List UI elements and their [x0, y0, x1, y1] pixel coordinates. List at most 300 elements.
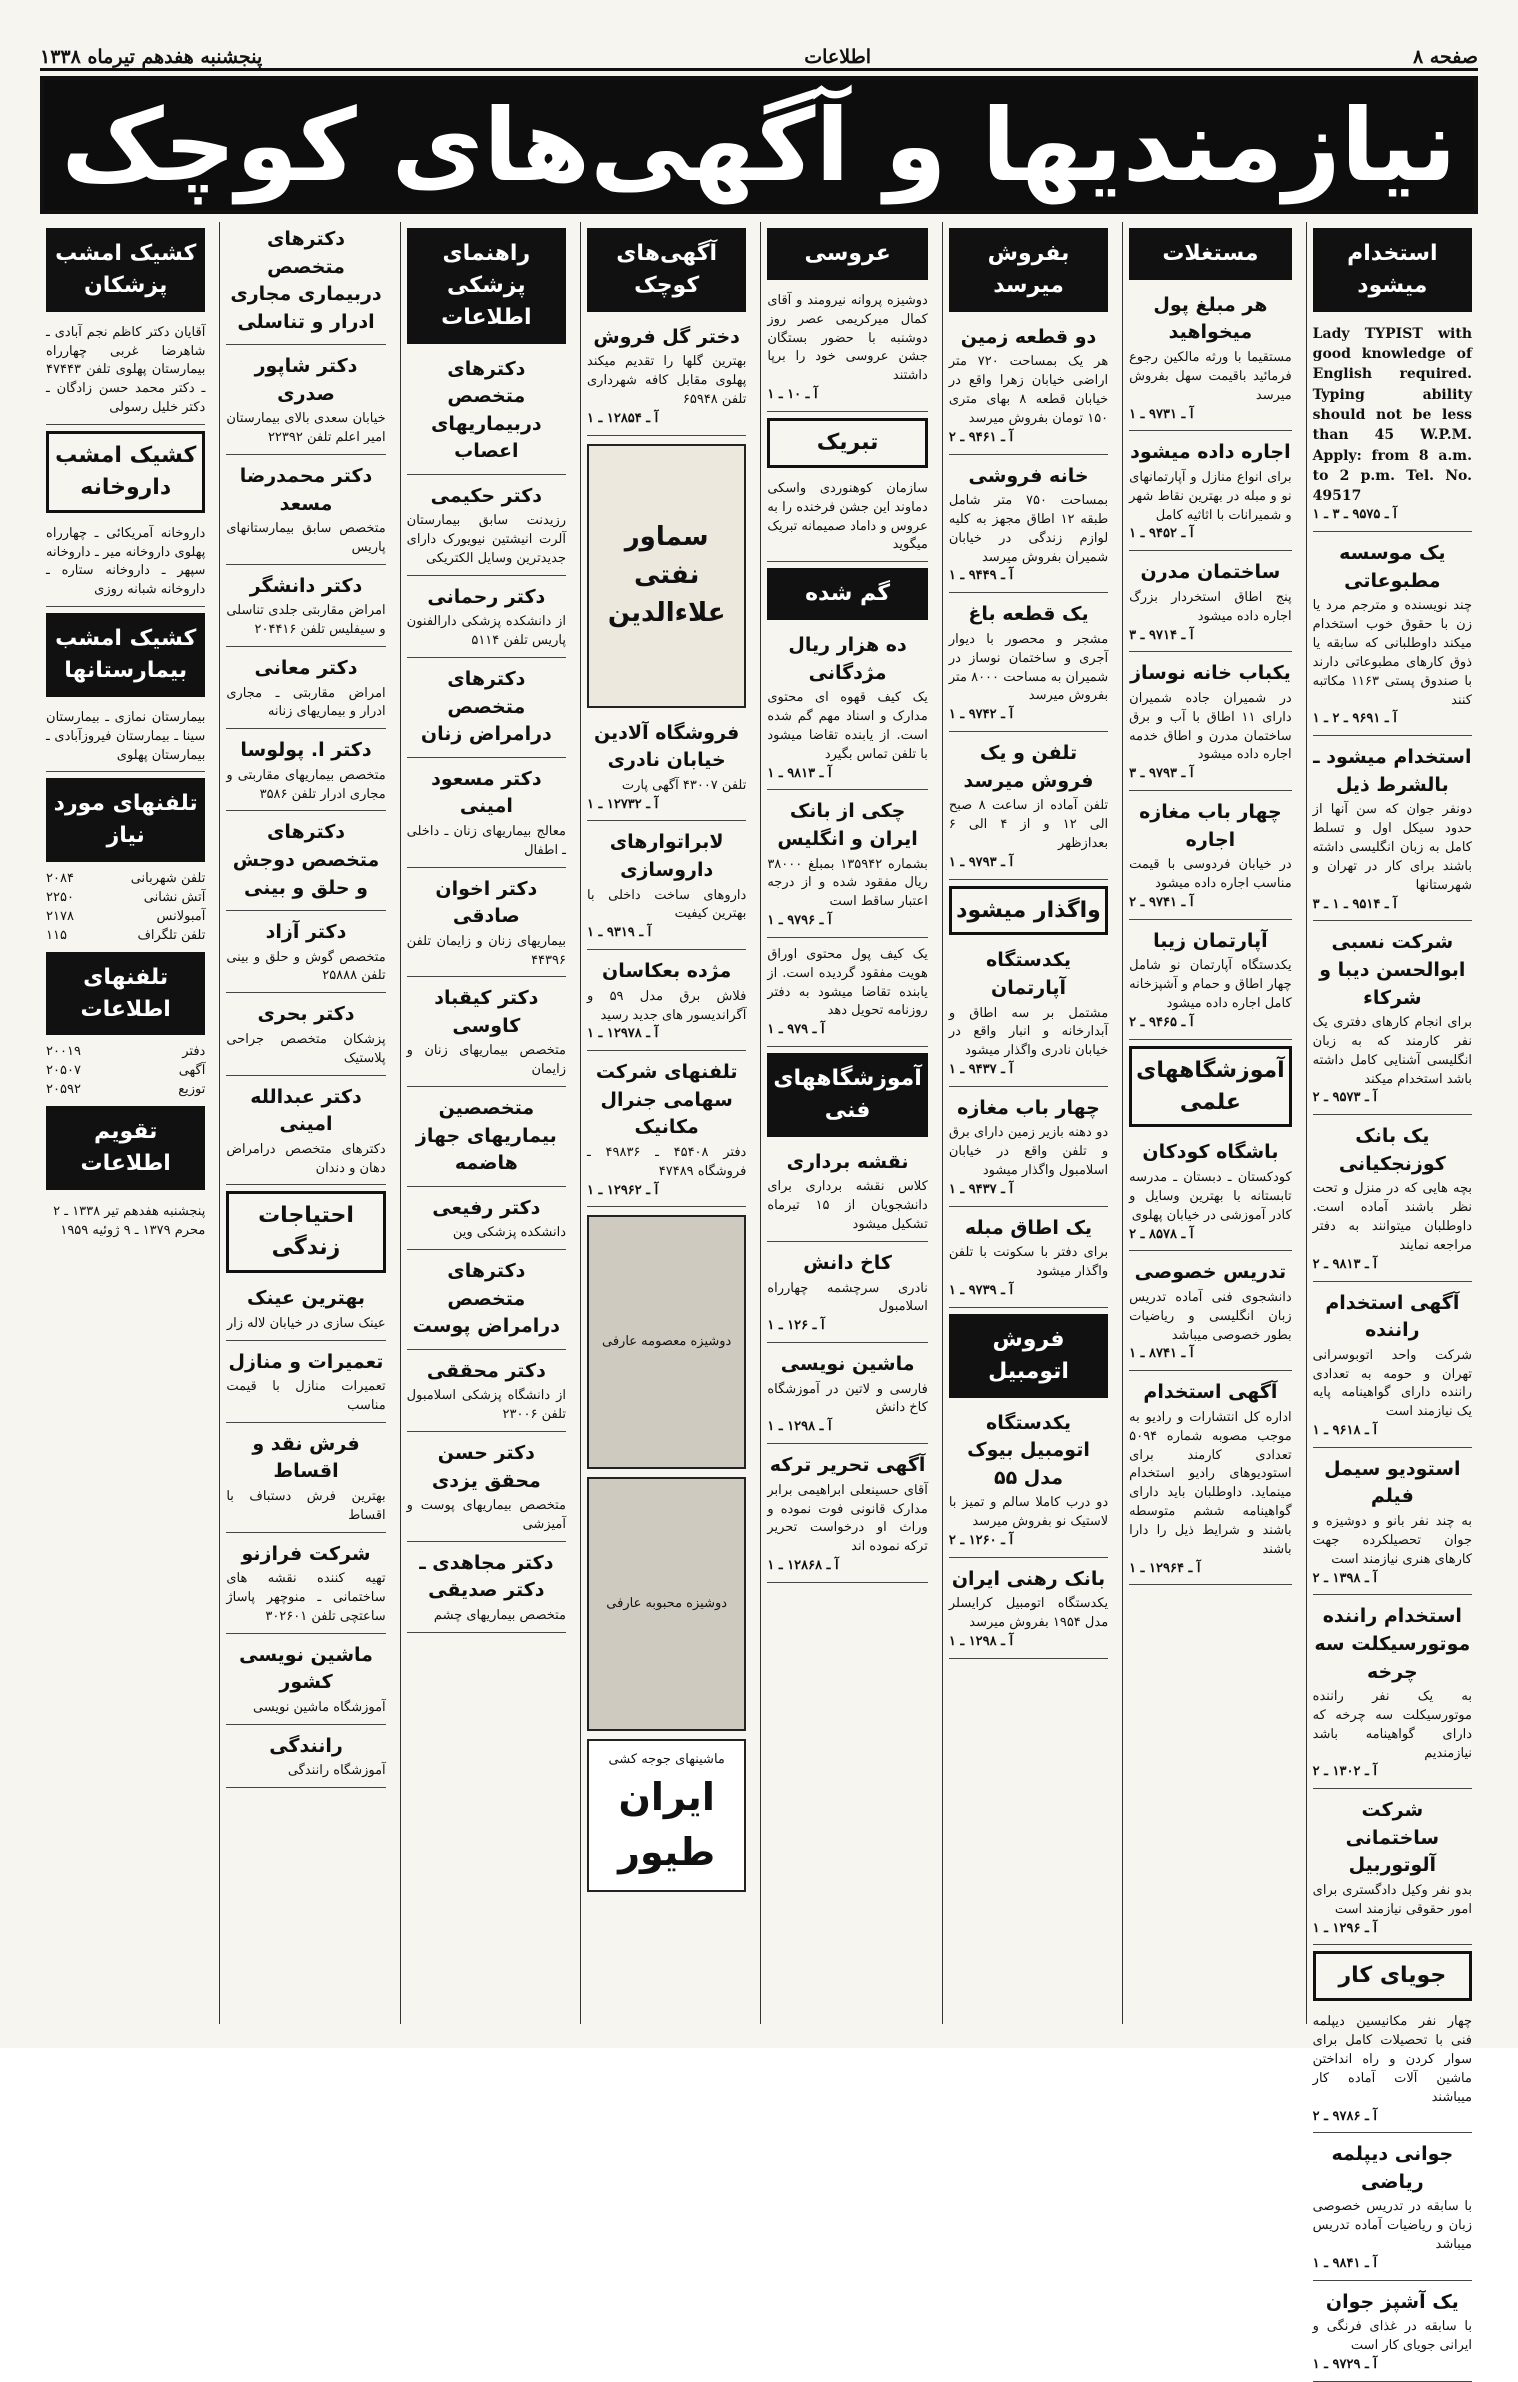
ad-title: ده هزار ریال مژدگانی: [788, 634, 907, 684]
classified-ad: [767, 942, 928, 1047]
ad-title: دکتر مجاهدی ـ دکتر صدیقی: [419, 1551, 554, 1602]
section-heading: عروسی: [767, 228, 928, 280]
columns: [40, 222, 1478, 2373]
ad-text: یک کیف قهوه ای محتوی مدارک و اسناد مهم گم شده است. از یابنده تقاضا میشود با تلفن تماس بگیرد: [767, 690, 928, 762]
ad-text: بچه هایی که در منزل و تحت نظر باشند آماده است. داوطلبان میتوانند به دفتر مراجعه نمایند: [1312, 1181, 1472, 1253]
ad-code: آ ـ ۱۲۶ ـ ۱: [767, 1318, 825, 1334]
classified-ad: [587, 825, 746, 950]
classified-ad: [407, 1354, 566, 1432]
classified-ad: [407, 981, 566, 1087]
ad-text: رزیدنت سابق بیمارستان آلرت انیشتین نیویورک دارای جدیدترین وسایل الکتریکی: [406, 513, 566, 567]
ad-text: اداره کل انتشارات و رادیو به موجب مصوبه شماره ۵۰۹۴ تعدادی کارمند برای استودیوهای رادیو استخدام مینماید. داوطلبان باید دارای گواهینامه ششم متوسطه باشند و شرایط ذیل را دارا باشند: [1129, 1409, 1292, 1557]
ad-text: برای انجام کارهای دفتری یک نفر کارمند که به زبان انگلیسی آشنایی کامل داشته باشد استخدام میکند: [1312, 1015, 1472, 1087]
classified-ad: [407, 352, 566, 475]
ad-text: در خیابان فردوسی با قیمت مناسب اجاره داده میشود: [1129, 857, 1292, 892]
section-heading: بفروش میرسد: [949, 228, 1108, 312]
ad-code: آ ـ ۹۷۹۶ ـ ۱: [767, 913, 832, 929]
classified-ad: [226, 915, 385, 993]
ad-text: معالج بیماریهای زنان ـ داخلی ـ اطفال: [406, 823, 566, 858]
classified-ad: [407, 580, 566, 658]
ad-text: پنج اطاق استخردار بزرگ اجاره داده میشود: [1129, 589, 1292, 624]
classified-ad: [226, 1537, 385, 1634]
ad-title: آپارتمان زیبا: [1153, 929, 1268, 952]
ad-text: مشتمل بر سه اطاق و آبدارخانه و انبار واقع در خیابان نادری واگذار میشود: [948, 1005, 1109, 1059]
ad-text: مستقیما با ورثه مالکین رجوع فرمائید باقیمت سهل بفروش میرسد: [1129, 349, 1292, 403]
ad-text: هر یک بمساحت ۷۲۰ متر اراضی خیابان زهرا واقع در خیابان قطعه ۸ بهای متری ۱۵۰ تومان بفروش میرسد: [948, 354, 1109, 426]
portrait-photo: [587, 1215, 746, 1469]
ad-title: دکترهای متخصص دربیماریهای اعصاب: [431, 357, 542, 463]
ad-text: آقای حسینعلی ابراهیمی برابر مدارک قانونی فوت نموده و وراث او درخواست تحریر ترکه نموده اند: [767, 1482, 928, 1555]
ad-text: امراض مقاربتی ـ مجاری ادرار و بیماریهای زنانه: [226, 685, 386, 720]
ad-code: آ ـ ۹۳۱۹ ـ ۱: [587, 925, 652, 941]
ad-text: سازمان کوهنوردی واسکی دماوند این جشن فرخنده را به عروس و داماد صمیمانه تبریک میگوید: [767, 480, 928, 553]
ad-text: با سابقه در تدریس خصوصی زبان و ریاضیات آماده تدریس میباشد: [1312, 2199, 1472, 2253]
ad-title: دکتر معانی: [254, 656, 358, 679]
classified-ad: [767, 1145, 928, 1242]
calendar-text: پنجشنبه هفدهم تیر ۱۳۳۸ ـ ۲ محرم ۱۳۷۹ ـ ۹ ژوئیه ۱۹۵۹: [53, 1203, 206, 1238]
classified-ad: [949, 1406, 1108, 1558]
ad-text: دکترهای متخصص درامراض دهان و دندان: [226, 1141, 386, 1176]
ad-text: به چند نفر بانو و دوشیزه و جوان تحصیلکرده جهت کارهای هنری نیازمند است: [1312, 1514, 1472, 1567]
classified-ad: [1129, 435, 1292, 551]
phone-label: آتش نشانی: [143, 890, 206, 906]
ad-text: به یک نفر راننده موتورسیکلت سه چرخه که دارای گواهینامه باشد نیازمندیم: [1312, 1689, 1472, 1761]
ad-title: دکتر آزاد: [265, 921, 347, 944]
column: [219, 222, 391, 2024]
phone-label: آمبولانس: [156, 908, 206, 924]
ad-title: استخدام میشود ـ بالشرط ذیل: [1313, 746, 1472, 796]
ad-text: متخصص سابق بیمارستانهای پاریس: [226, 521, 386, 555]
section-heading: تبریک: [767, 418, 928, 468]
ad-title: یک آشپز جوان: [1325, 2290, 1459, 2313]
ad-title: دو قطعه زمین: [960, 325, 1097, 348]
ad-title: آگهی استخدام راننده: [1325, 1291, 1460, 1342]
ad-text: نادری سرچشمه چهارراه اسلامبول: [767, 1280, 928, 1315]
classified-ad: [407, 1191, 566, 1250]
classified-ad: [767, 288, 928, 412]
column: [400, 222, 572, 2024]
classified-ad: [1313, 1119, 1472, 1281]
ad-code: آ ـ ۱۲۹۷۸ ـ ۱: [587, 1026, 659, 1042]
classified-ad: [407, 1091, 566, 1187]
ad-code: آ ـ ۱۲۶۰ ـ ۲: [948, 1533, 1014, 1549]
ad-text: متخصص بیماریهای پوست و آمیزشی: [406, 1498, 566, 1532]
ad-title: رانندگی: [269, 1734, 343, 1757]
ad-text: دفتر ۴۵۴۰۸ ـ ۴۹۸۳۶ ـ فروشگاه ۴۷۴۸۹: [587, 1144, 747, 1179]
ad-title: باشگاه کودکان: [1142, 1141, 1279, 1164]
ad-text: بهترین فرش دستباف با اقساط: [226, 1488, 386, 1523]
section-banner: نیازمندیها و آگهی‌های کوچک: [40, 76, 1478, 214]
classified-ad: [767, 1347, 928, 1444]
ad-title: لابراتوارهای داروسازی: [609, 831, 724, 882]
classified-ad: [1129, 1375, 1292, 1585]
ad-title: دکترهای متخصص دوجش و حلق و بینی: [232, 821, 380, 899]
section-heading: تلفنهای مورد نیاز: [46, 778, 205, 862]
ad-title: چهار باب مغازه: [957, 1096, 1100, 1119]
ad-title: اجاره داده میشود: [1130, 441, 1291, 464]
classified-ad: [226, 1638, 385, 1725]
classified-ad: [587, 954, 746, 1051]
ad-title: کاخ دانش: [803, 1251, 892, 1274]
ad-title: دکتر ا. پولوسا: [240, 739, 372, 762]
ad-title: تعمیرات و منازل: [228, 1350, 384, 1373]
classified-ad: [1313, 1599, 1472, 1789]
samovar-ad-label: سماور نفتی علاءالدین: [607, 522, 726, 628]
phone-row: [46, 908, 205, 927]
column: [580, 222, 752, 2024]
ad-title: دکتر عبدالله امینی: [250, 1085, 362, 1136]
classified-ad: [1313, 740, 1472, 921]
classified-ad: [407, 479, 566, 576]
photo-caption: دوشیزه معصومه عارفی: [602, 1333, 732, 1349]
ad-title: فرش نقد و اقساط: [252, 1432, 360, 1483]
ad-title: دکتر رحمانی: [427, 585, 546, 608]
ad-text: یکدستگاه آپارتمان نو شامل چهار اطاق و حمام و آشپزخانه کامل اجاره داده میشود: [1129, 958, 1292, 1011]
ad-code: آ ـ ۹۴۵۲ ـ ۱: [1129, 526, 1194, 542]
ad-code: آ ـ ۹۷۹۳ ـ ۱: [948, 854, 1014, 870]
ad-text: آقایان دکتر کاظم نجم آبادی ـ شاهرضا غربی چهارراه بیمارستان پهلوی تلفن ۴۷۴۴۳ ـ دکتر محمد حسن زادگان ـ دکتر خلیل رسولی: [46, 324, 206, 416]
logo-title: ایران طیور: [618, 1775, 716, 1875]
phone-label: تلفن تلگراف: [137, 927, 206, 943]
ad-text: بهترین گلها را تقدیم میکند پهلوی مقابل کافه شهرداری تلفن ۶۵۹۴۸: [587, 354, 747, 408]
ad-title: آگهی تحریر ترکه: [769, 1454, 926, 1477]
page-date: پنجشنبه هفدهم تیرماه ۱۳۳۸: [40, 46, 263, 68]
ad-title: مژده بعکاسان: [602, 960, 732, 983]
classified-ad: [46, 705, 205, 773]
classified-ad: [46, 521, 205, 607]
ad-title: تلفنهای شرکت سهامی جنرال مکانیک: [595, 1061, 738, 1139]
ad-title: متخصصین بیماریهای جهاز هاضمه: [415, 1097, 557, 1175]
classified-ad: [1129, 1255, 1292, 1371]
ad-code: آ ـ ۹۴۴۹ ـ ۱: [948, 568, 1014, 584]
ad-text: چهار نفر مکانیسین دیپلمه فنی با تحصیلات کامل برای سوار کردن و راه انداختن ماشین آلات آماده کار میباشند: [1312, 2014, 1472, 2105]
ad-code: آ ـ ۸۷۴۱ ـ ۱: [1129, 1346, 1194, 1362]
section-heading: گم شده: [767, 568, 928, 620]
ad-text: بشماره ۱۳۵۹۴۲ بمبلغ ۳۸۰۰۰ ریال مفقود شده و از درجه اعتبار ساقط است: [767, 856, 928, 910]
classified-ad: [226, 1729, 385, 1788]
ad-code: آ ـ ۱۲۹۶۴ ـ ۱: [1129, 1560, 1201, 1576]
ad-code: آ ـ ۹۷۴۲ ـ ۱: [948, 707, 1014, 723]
classified-ad: [1129, 288, 1292, 431]
classified-ad: [587, 320, 746, 436]
classified-ad: [1313, 1452, 1472, 1595]
section-heading: تقویم اطلاعات: [46, 1106, 205, 1190]
ad-text: در شمیران جاده شمیران دارای ۱۱ اطاق با آب و برق ساختمان مدرن و اطاق خدمه اجاره داده میشود: [1129, 690, 1292, 763]
ad-title: آگهی استخدام: [1143, 1381, 1278, 1404]
ad-text: امراض مقاربتی جلدی تناسلی و سیفلیس تلفن ۲۰۴۴۱۶: [226, 603, 386, 638]
ad-title: شرکت فرازنو: [241, 1542, 371, 1565]
ad-text: با سابقه در غذای فرنگی و ایرانی جویای کار است: [1312, 2319, 1472, 2354]
ad-title: شرکت نسبی ابوالحسن دیبا و شرکاء: [1319, 931, 1466, 1009]
ad-text: تلفن آماده از ساعت ۸ صبح الی ۱۲ و از ۴ الی ۶ بعدازظهر: [948, 798, 1109, 851]
ad-code: آ ـ ۹۶۹۱ ـ ۲ ـ ۱: [1312, 711, 1397, 727]
column: [760, 222, 934, 2024]
ad-code: آ ـ ۹۴۳۷ ـ ۱: [948, 1181, 1014, 1197]
section-heading: کشیک امشب داروخانه: [46, 431, 205, 513]
phone-number: ۲۰۵۹۲: [46, 1082, 81, 1098]
classified-ad: [767, 1246, 928, 1343]
ad-title: یکباب خانه نوساز: [1130, 662, 1291, 685]
section-heading: استخدام میشود: [1313, 228, 1472, 312]
ad-code: آ ـ ۹۷۳۱ ـ ۱: [1129, 406, 1194, 422]
ad-code: آ ـ ۱۳۰۲ ـ ۲: [1312, 1764, 1377, 1780]
classified-ad: [949, 736, 1108, 879]
section-heading: آگهی‌های کوچک: [587, 228, 746, 312]
ad-title: بانک رهنی ایران: [951, 1567, 1106, 1590]
section-heading: راهنمای پزشکی اطلاعات: [407, 228, 566, 344]
ad-code: آ ـ ۹۴۶۵ ـ ۲: [1129, 1014, 1194, 1030]
phone-label: توزیع: [178, 1082, 206, 1098]
ad-title: چکی از بانک ایران و انگلیس: [777, 800, 918, 850]
ad-title: نقشه برداری: [786, 1150, 909, 1173]
ad-text: یک کیف پول محتوی اوراق هویت مفقود گردیده است. از یابنده تقاضا میشود به دفتر روزنامه تحویل دهد: [767, 946, 928, 1019]
ad-title: دکترهای متخصص درامراض زنان: [420, 668, 552, 746]
ad-title: یک بانک کوزنجکیانی: [1338, 1125, 1446, 1175]
ad-code: آ ـ ۹۸۱۳ ـ ۲: [1312, 1256, 1377, 1272]
classified-ad: [226, 997, 385, 1075]
classified-ad: [226, 733, 385, 811]
section-heading: آموزشگاههای علمی: [1129, 1046, 1292, 1128]
classified-ad: [46, 320, 205, 425]
classified-ad: [226, 651, 385, 729]
classified-ad: [226, 1080, 385, 1186]
section-heading: جویای کار: [1313, 1951, 1472, 2001]
ad-title: یک اطاق مبله: [964, 1216, 1093, 1239]
section-heading: کشیک امشب پزشکان: [46, 228, 205, 312]
classified-ad: [1129, 656, 1292, 791]
ad-code: آ ـ ۹۴۶۱ ـ ۲: [948, 429, 1014, 445]
classified-ad: [767, 1448, 928, 1583]
ad-code: آ ـ ۹۵۷۵ ـ ۳ ـ ۱: [1312, 507, 1397, 523]
ad-text: متخصص بیماریهای مقاربتی و مجاری ادرار تلفن ۳۵۸۶: [226, 767, 386, 802]
classified-ad: [767, 794, 928, 937]
ad-text: فارسی و لاتین در آموزشگاه کاخ دانش: [767, 1381, 928, 1416]
phone-row: [46, 889, 205, 908]
section-heading: فروش اتومبیل: [949, 1314, 1108, 1398]
ad-text: بیمارستان نمازی ـ بیمارستان سینا ـ بیمارستان فیروزآبادی ـ بیمارستان پهلوی: [46, 709, 206, 763]
classified-ad: [1313, 2009, 1472, 2133]
phone-label: دفتر: [182, 1044, 206, 1060]
ad-text: چند نویسنده و مترجم مرد یا زن با حقوق خوب استخدام میکند داوطلبانی که سابقه یا ذوق کارهای مطبوعاتی دارند با صندوق پستی ۱۱۶۳ مکاتبه کنند: [1312, 598, 1472, 708]
section-heading: آموزشگاههای فنی: [767, 1053, 928, 1137]
ad-text: بمساحت ۷۵۰ متر شامل طبقه ۱۲ اطاق مجهز به کلیه لوازم زندگی در خیابان شمیران بفروش میرسد: [948, 493, 1109, 565]
ad-title: دختر گل فروش: [593, 325, 740, 348]
classified-ad: [1313, 1793, 1472, 1945]
ad-text: شرکت واحد اتوبوسرانی تهران و حومه به تعدادی راننده دارای گواهینامه پایه یک نیازمند است: [1312, 1347, 1472, 1420]
classified-ad: [1129, 924, 1292, 1040]
classified-ad: [949, 1091, 1108, 1207]
ad-text: تلفن ۴۳۰۰۷ آگهی پارت: [621, 777, 747, 793]
ad-text: دو دهنه بازیر زمین دارای برق و تلفن واقع در خیابان اسلامبول واگذار میشود: [948, 1125, 1109, 1179]
ad-title: تدریس خصوصی: [1134, 1261, 1287, 1284]
classified-ad: [949, 1562, 1108, 1659]
ad-code: آ ـ ۸۵۷۸ ـ ۲: [1129, 1226, 1194, 1242]
ad-text: داروخانه آمریکائی ـ چهارراه پهلوی داروخانه میر ـ داروخانه سپهر ـ داروخانه ستاره ـ داروخانه شبانه روزی: [46, 525, 206, 598]
ad-code: آ ـ ۱۳۹۸ ـ ۲: [1312, 1570, 1377, 1586]
ad-text: عینک سازی در خیابان لاله زار: [226, 1315, 386, 1331]
section-heading: تلفنهای اطلاعات: [46, 952, 205, 1036]
column: [1122, 222, 1298, 2024]
classified-ad: [1313, 925, 1472, 1115]
ad-title: یکدستگاه اتومبیل بیوک مدل ۵۵: [967, 1411, 1090, 1489]
ad-title: دکتر بحری: [257, 1003, 355, 1026]
ad-text: برای انواع منازل و آپارتمانهای نو و مبله در بهترین نقاط شهر و شمیرانات با اثاثیه کامل: [1129, 469, 1292, 523]
ad-title: خانه فروشی: [968, 464, 1089, 487]
ad-title: دکتر کیقباد کاوسی: [434, 987, 539, 1037]
ad-text: خیابان سعدی بالای بیمارستان امیر اعلم تلفن ۲۲۳۹۲: [226, 411, 386, 446]
classified-ad: [949, 320, 1108, 455]
ad-text: متخصص گوش و حلق و بینی تلفن ۲۵۸۸۸: [226, 949, 386, 984]
ad-code: آ ـ ۹۷۳۹ ـ ۱: [948, 1283, 1014, 1299]
ad-title: دکتر رفیعی: [432, 1196, 541, 1219]
classified-ad: [407, 762, 566, 868]
phone-number: ۲۰۵۰۷: [46, 1063, 81, 1079]
ad-text: از دانشگاه پزشکی اسلامبول تلفن ۲۳۰۰۶: [406, 1388, 566, 1423]
ad-text: تهیه کننده نقشه های ساختمانی ـ منوچهر پاساژ ساعتچی تلفن ۳۰۲۶۰۱: [226, 1571, 386, 1624]
ad-text: پزشکان متخصص جراحی پلاستیک: [226, 1031, 386, 1066]
classified-ad: [949, 459, 1108, 594]
ad-text: برای دفتر با سکونت با تلفن واگذار میشود: [948, 1245, 1109, 1280]
section-heading: کشیک امشب بیمارستانها: [46, 613, 205, 697]
ad-code: آ ـ ۱۲۸۵۴ ـ ۱: [587, 410, 659, 426]
logo-subtitle: ماشینهای جوجه کشی: [608, 1752, 725, 1768]
classified-ad: [949, 597, 1108, 732]
phone-row: [46, 1062, 205, 1081]
classified-ad: [407, 1436, 566, 1542]
ad-title: هر مبلغ پول میخواهید: [1153, 293, 1268, 344]
ad-title: دکتر شاپور صدری: [254, 355, 358, 405]
iran-tiyur-ad: [587, 1739, 746, 1892]
ad-title: بهترین عینک: [246, 1287, 366, 1310]
photo-caption: دوشیزه محبوبه عارفی: [606, 1595, 728, 1611]
ad-text: دونفر جوان که سن آنها از حدود سیکل اول و تسلط کامل به زبان انگلیسی داشته باشند برای کار در تهران و شهرستانها: [1312, 802, 1472, 893]
classified-ad: [1313, 536, 1472, 736]
classified-ad: [1313, 2285, 1472, 2382]
ad-title: دکتر محققی: [426, 1359, 546, 1382]
ad-text: مشجر و محصور با دیوار آجری و ساختمان نوساز در شمیران به مساحت ۸۰۰۰ متر بفروش میرسد: [948, 631, 1109, 704]
classified-ad: [226, 815, 385, 911]
phone-number: ۱۱۵: [46, 927, 67, 943]
ad-text: بدو نفر وکیل دادگستری برای امور حقوقی نیازمند است: [1312, 1882, 1472, 1917]
phone-row: [46, 870, 205, 889]
ad-title: تلفن و یک فروش میرسد: [963, 742, 1094, 792]
ad-text: کودکستان ـ دبستان ـ مدرسه تابستانه با بهترین وسایل و کادر آموزشی در خیابان پهلوی: [1129, 1170, 1292, 1223]
classified-ad: [949, 1211, 1108, 1308]
phone-number: ۲۰۸۴: [46, 871, 74, 887]
phone-row: [46, 927, 205, 946]
ad-title: استودیو سیمل فیلم: [1324, 1457, 1461, 1508]
ad-code: آ ـ ۱۲۹۶۲ ـ ۱: [587, 1182, 659, 1198]
classified-ad: [767, 628, 928, 790]
classified-ad: [407, 872, 566, 978]
phone-number: ۲۱۷۸: [46, 908, 74, 924]
ad-text: دو درب کاملا سالم و تمیز با لاستیک نو بفروش میرسد: [948, 1495, 1109, 1530]
classified-ad: [226, 459, 385, 565]
ad-title: دکترهای متخصص درامراض پوست: [412, 1260, 560, 1338]
ad-text: یکدستگاه اتومبیل کرایسلر مدل ۱۹۵۴ بفروش میرسد: [948, 1596, 1109, 1631]
classified-ad: [407, 1254, 566, 1350]
classified-ad: [1313, 320, 1472, 533]
classified-ad: [1129, 795, 1292, 920]
page-number: صفحه ۸: [1412, 46, 1478, 68]
ad-text: داروهای ساخت داخلی با بهترین کیفیت: [587, 887, 747, 922]
ad-text: Lady TYPIST with good knowledge of English required. Typing ability should not be less than 45 W.P.M. Apply: from 8 a.m. to 2 p.m. Tel. No. 49517: [1312, 325, 1472, 505]
ad-code: آ ـ ۹۷۴۱ ـ ۲: [1129, 894, 1194, 910]
ad-title: ماشین نویسی کشور: [239, 1643, 373, 1694]
ad-text: بیماریهای زنان و زایمان تلفن ۴۴۳۹۶: [406, 933, 566, 968]
ad-title: جوانی دیپلمه ریاضی: [1331, 2143, 1454, 2193]
ad-title: دکتر اخوان صادقی: [435, 877, 538, 928]
phone-row: [46, 1043, 205, 1062]
ad-code: آ ـ ۹۷۸۶ ـ ۲: [1312, 2108, 1377, 2124]
ad-title: دکتر محمدرضا مسعد: [239, 464, 373, 515]
ad-code: آ ـ ۹۵۷۳ ـ ۲: [1312, 1090, 1377, 1106]
ad-title: دکترهای متخصص دربیماری مجاری ادرار و تناسلی: [230, 228, 382, 333]
section-heading: احتیاجات زندگی: [226, 1191, 385, 1273]
ad-title: یک موسسه مطبوعاتی: [1339, 542, 1446, 592]
column: [942, 222, 1114, 2024]
ad-code: آ ـ ۹۵۱۴ ـ ۱ ـ ۳: [1312, 896, 1397, 912]
classified-ad: [226, 1345, 385, 1423]
section-heading: واگذار میشود: [949, 886, 1108, 936]
classified-ad: [1129, 555, 1292, 652]
portrait-photo: [587, 1477, 746, 1731]
classified-ad: [1313, 2137, 1472, 2280]
ad-text: فلاش برق مدل ۵۹ و آگراندیسور های جدید رسید: [587, 988, 747, 1023]
ad-text: دوشیزه پروانه نیرومند و آقای کمال میرکریمی عصر روز دوشنبه با حضور بستگان جشن عروسی خود را برپا داشتند: [767, 292, 928, 384]
ad-title: ماشین نویسی: [780, 1353, 915, 1376]
classified-ad: [226, 349, 385, 455]
page-header: [40, 18, 1478, 71]
ad-code: آ ـ ۱۲۹۸ ـ ۱: [767, 1419, 832, 1435]
ad-code: آ ـ ۹۸۱۳ ـ ۱: [767, 765, 832, 781]
ad-text: تعمیرات منازل با قیمت مناسب: [226, 1379, 386, 1413]
classified-ad: [226, 1427, 385, 1533]
ad-code: آ ـ ۹۷۲۹ ـ ۱: [1312, 2357, 1377, 2373]
ad-code: آ ـ ۹۷۹۳ ـ ۳: [1129, 766, 1194, 782]
ad-title: دکتر حکیمی: [430, 484, 543, 507]
ad-code: آ ـ ۹۶۱۸ ـ ۱: [1312, 1423, 1377, 1439]
classified-ad: [767, 476, 928, 562]
classified-ad: [226, 569, 385, 647]
phone-label: تلفن شهربانی: [130, 871, 206, 887]
classified-ad: [1129, 1135, 1292, 1251]
ad-code: آ ـ ۹۸۴۱ ـ ۱: [1312, 2256, 1377, 2272]
classified-ad: [587, 1055, 746, 1207]
classified-ad: [226, 222, 385, 345]
ad-title: چهار باب مغازه اجاره: [1139, 801, 1282, 851]
phone-number: ۲۲۵۰: [46, 890, 74, 906]
ad-title: ساختمان مدرن: [1140, 561, 1281, 584]
ad-text: دانشکده پزشکی وین: [452, 1225, 566, 1241]
phone-number: ۲۰۰۱۹: [46, 1044, 81, 1060]
samovar-ad-image: [587, 444, 746, 708]
ad-text: آموزشگاه ماشین نویسی: [252, 1699, 386, 1715]
ad-text: از دانشکده پزشکی دارالفنون پاریس تلفن ۵۱۱۴: [406, 614, 566, 649]
ad-code: آ ـ ۱۰ ـ ۱: [767, 387, 818, 403]
ad-text: متخصص بیماریهای زنان و زایمان: [406, 1043, 566, 1078]
column: [1306, 222, 1478, 2373]
phone-label: آگهی: [178, 1063, 206, 1079]
ad-code: آ ـ ۱۲۹۶ ـ ۱: [1312, 1920, 1377, 1936]
ad-title: دکتر دانشگر: [249, 574, 363, 597]
section-heading: مستغلات: [1129, 228, 1292, 280]
ad-code: آ ـ ۹۷۱۴ ـ ۳: [1129, 627, 1194, 643]
ad-code: آ ـ ۱۲۸۶۸ ـ ۱: [767, 1558, 839, 1574]
classified-ad: [407, 662, 566, 758]
classified-ad: [587, 716, 746, 822]
ad-text: کلاس نقشه برداری برای دانشجویان از ۱۵ تیرماه تشکیل میشود: [767, 1179, 928, 1233]
